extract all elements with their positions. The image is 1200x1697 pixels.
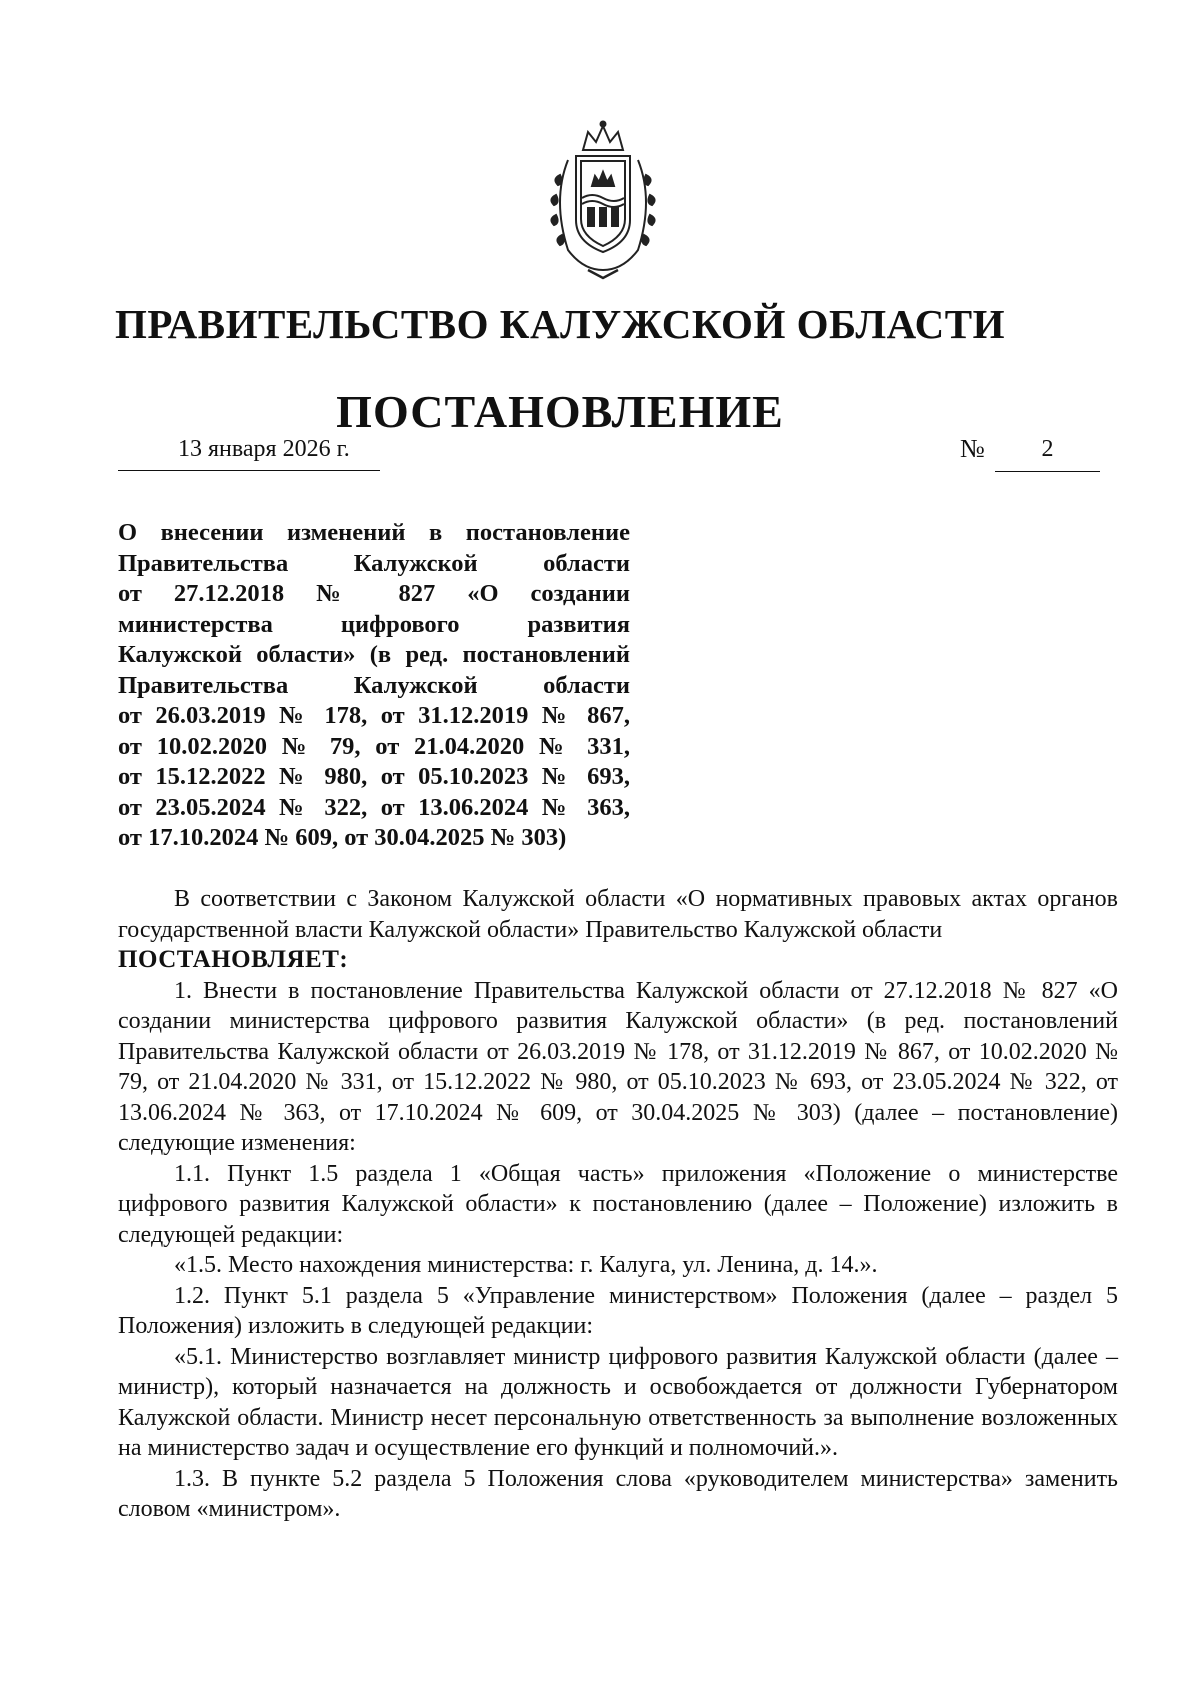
subject-line: от 26.03.2019 № 178, от 31.12.2019 № 867, <box>118 702 630 729</box>
subject-line: от 23.05.2024 № 322, от 13.06.2024 № 363, <box>118 793 630 821</box>
document-subject <box>118 518 630 854</box>
number-label: № <box>960 434 985 463</box>
subject-line: О внесении изменений в постановление <box>118 519 630 546</box>
document-type-title: ПОСТАНОВЛЕНИЕ <box>336 386 784 437</box>
clause-1-2: 1.2. Пункт 5.1 раздела 5 «Управление министерством» Положения (далее – раздел 5 Положения) изложить в следующей редакции: <box>118 1282 1118 1339</box>
clause-1-3: 1.3. В пункте 5.2 раздела 5 Положения слова «руководителем министерства» заменить словом «министром». <box>118 1465 1118 1522</box>
subject-line: от 27.12.2018 № 827 «О создании <box>118 580 630 607</box>
subject-line: от 10.02.2020 № 79, от 21.04.2020 № 331, <box>118 732 630 760</box>
subject-line: от 15.12.2022 № 980, от 05.10.2023 № 693, <box>118 763 630 790</box>
subject-line: Калужской области» (в ред. постановлений <box>118 641 630 668</box>
organization-title: ПРАВИТЕЛЬСТВО КАЛУЖСКОЙ ОБЛАСТИ <box>114 301 1006 347</box>
number-value: 2 <box>1041 436 1054 462</box>
subject-line: Правительства Калужской области <box>118 549 630 577</box>
document-number <box>995 433 1100 472</box>
subject-line: от 17.10.2024 № 609, от 30.04.2025 № 303) <box>118 824 567 851</box>
date-value: 13 января 2026 г. <box>178 436 350 462</box>
decree-word: ПОСТАНОВЛЯЕТ: <box>118 946 349 973</box>
document-body <box>118 884 1118 1525</box>
clause-1-2-quote: «5.1. Министерство возглавляет министр цифрового развития Калужской области (далее – министр), который назначается на должность и освобождается от должности Губернатором Калужской области. Министр несет персональную ответственность за выполнение возложенных на министерство задач и осуществление его функций и полномочий.». <box>118 1343 1118 1461</box>
clause-1: 1. Внести в постановление Правительства Калужской области от 27.12.2018 № 827 «О создании министерства цифрового развития Калужской области» (в ред. постановлений Правительства Калужской области от 26.03.2019 № 178, от 31.12.2019 № 867, от 10.02.2020 № 79, от 21.04.2020 № 331, от 15.12.2022 № 980, от 05.10.2023 № 693, от 23.05.2024 № 322, от 13.06.2024 № 363, от 17.10.2024 № 609, от 30.04.2025 № 303) (далее – постановление) следующие изменения: <box>118 977 1118 1156</box>
subject-line: министерства цифрового развития <box>118 610 630 638</box>
clause-1-1-quote: «1.5. Место нахождения министерства: г. Калуга, ул. Ленина, д. 14.». <box>174 1252 878 1278</box>
subject-line: Правительства Калужской области <box>118 671 630 699</box>
coat-of-arms-emblem <box>538 120 668 280</box>
preamble-paragraph: В соответствии с Законом Калужской области «О нормативных правовых актах органов государственной власти Калужской области» Правительство Калужской области <box>118 886 1118 943</box>
clause-1-1: 1.1. Пункт 1.5 раздела 1 «Общая часть» приложения «Положение о министерстве цифрового развития Калужской области» к постановлению (далее – Положение) изложить в следующей редакции: <box>118 1160 1118 1248</box>
document-date <box>118 433 380 471</box>
